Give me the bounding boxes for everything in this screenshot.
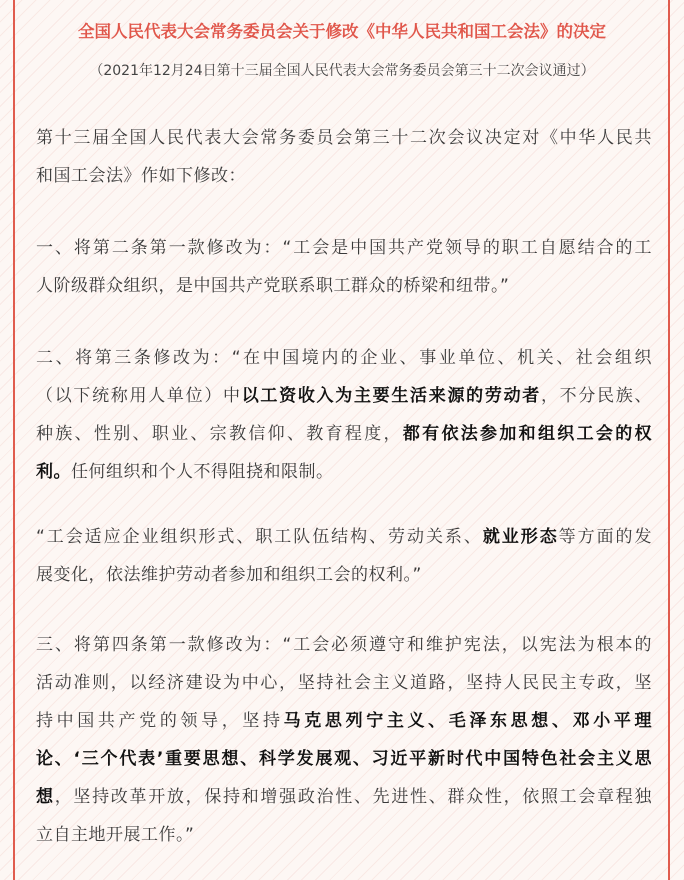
text-run: 等方面的发 (558, 527, 653, 547)
paragraph-line: 立自主地开展工作。” (36, 825, 195, 845)
paragraph-line: 论、‘三个代表’重要思想、科学发展观、习近平新时代中国特色社会主义思 (36, 749, 652, 769)
paragraph-line: 人阶级群众组织，是中国共产党联系职工群众的桥梁和纽带。” (36, 276, 510, 296)
text-run: 持中国共产党的领导，坚持 (36, 711, 284, 731)
paragraph-line: 活动准则，以经济建设为中心，坚持社会主义道路，坚持人民民主专政，坚 (36, 673, 652, 693)
text-run: ，不分民族、 (540, 386, 652, 406)
paragraph-line: 三、将第四条第一款修改为：“工会必须遵守和维护宪法，以宪法为根本的 (36, 635, 652, 655)
text-run: 任何组织和个人不得阻挠和限制。 (71, 462, 334, 482)
left-border-line (13, 0, 15, 880)
document-title: 全国人民代表大会常务委员会关于修改《中华人民共和国工会法》的决定 (78, 22, 606, 41)
text-run: “工会适应企业组织形式、职工队伍结构、劳动关系、 (36, 527, 483, 547)
paragraph-line: 第十三届全国人民代表大会常务委员会第三十二次会议决定对《中华人民共 (36, 128, 652, 148)
paragraph-line: 二、将第三条修改为：“在中国境内的企业、事业单位、机关、社会组织 (36, 348, 652, 368)
right-border-line (668, 0, 670, 880)
paragraph-line (36, 377, 652, 415)
paragraph-line: 展变化，依法维护劳动者参加和组织工会的权利。” (36, 565, 422, 585)
emphasized-text: 以工资收入为主要生活来源的劳动者 (241, 386, 541, 406)
paragraph-line: 和国工会法》作如下修改： (36, 166, 246, 186)
paragraph-line (36, 702, 652, 740)
emphasized-text: 都有依法参加和组织工会的权 (402, 424, 653, 444)
paragraph-intro (36, 119, 652, 195)
emphasized-text: 就业形态 (482, 527, 559, 547)
paragraph-amendment-3 (36, 626, 652, 854)
paragraph-line (36, 415, 652, 453)
paragraph-line: 一、将第二条第一款修改为：“工会是中国共产党领导的职工自愿结合的工 (36, 238, 652, 258)
paragraph-amendment-2-cont (36, 518, 652, 594)
paragraph-amendment-2 (36, 339, 652, 491)
text-run: （以下统称用人单位）中 (36, 386, 242, 406)
emphasized-text: 利。 (36, 462, 71, 482)
paragraph-line (36, 518, 652, 556)
emphasized-text: 马克思列宁主义、毛泽东思想、邓小平理 (283, 711, 653, 731)
text-run: ，坚持改革开放，保持和增强政治性、先进性、群众性，依照工会章程独 (54, 787, 652, 807)
document-subtitle: （2021年12月24日第十三届全国人民代表大会常务委员会第三十二次会议通过） (89, 63, 595, 79)
paragraph-line (36, 778, 652, 816)
paragraph-line (36, 453, 652, 491)
emphasized-text: 想 (36, 787, 55, 807)
text-run: 种族、性别、职业、宗教信仰、教育程度， (36, 424, 403, 444)
paragraph-amendment-1 (36, 229, 652, 305)
